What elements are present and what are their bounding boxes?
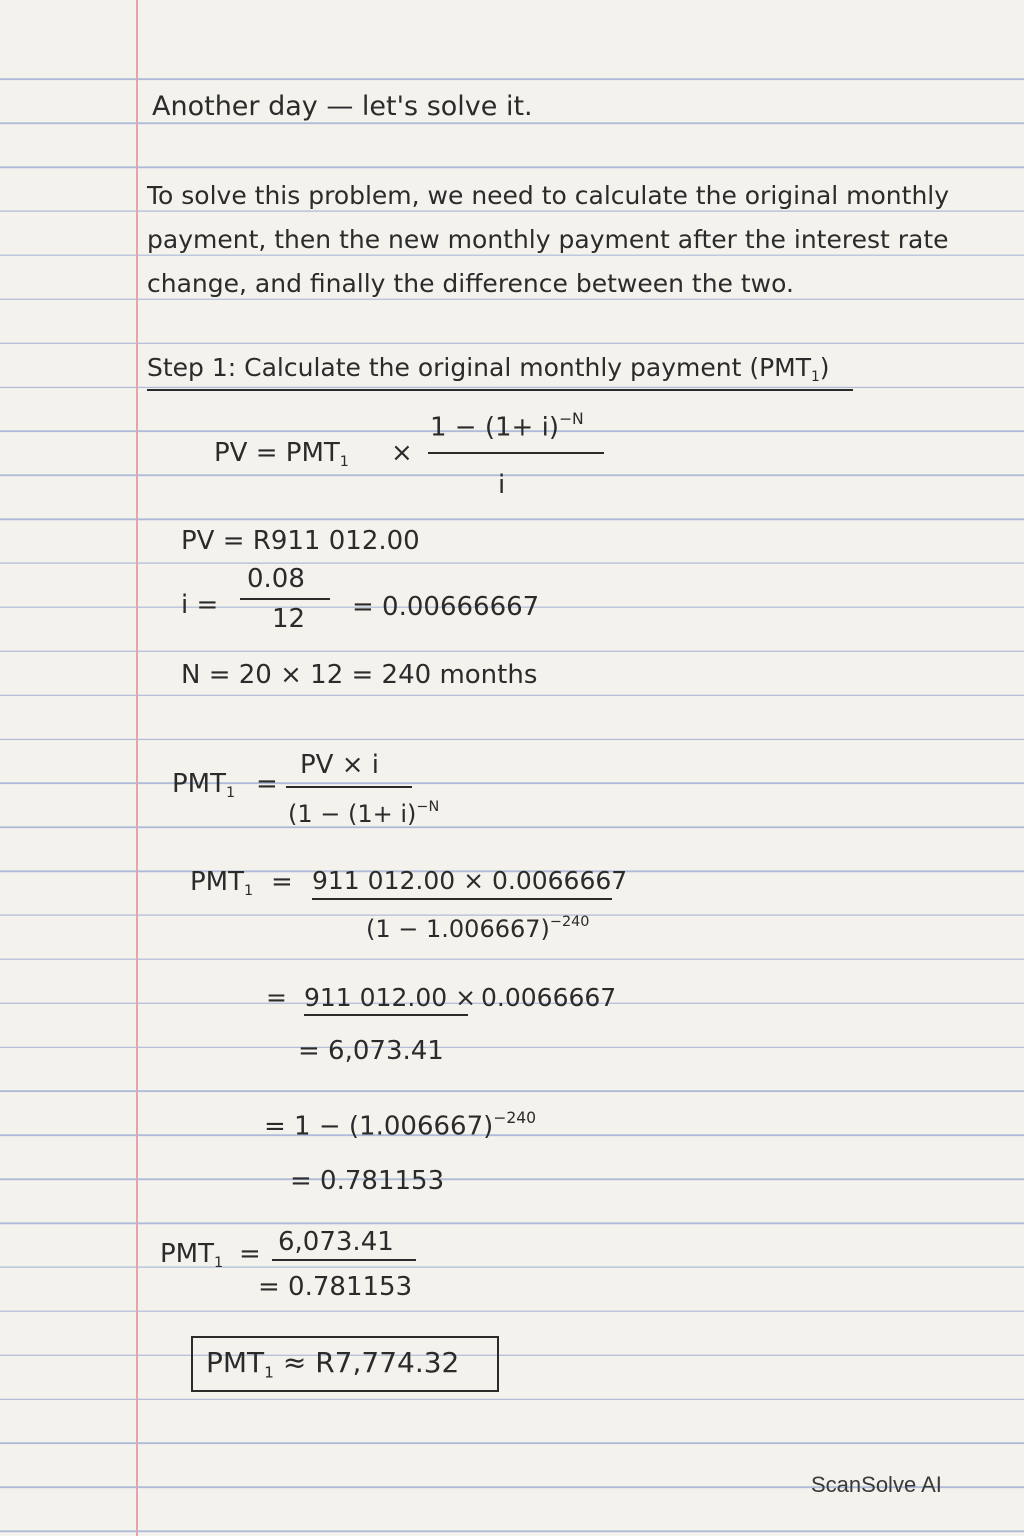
- final-frac-eq: =: [239, 1239, 261, 1269]
- calc-line4: = 0.781153: [290, 1166, 445, 1196]
- intro-text: Another day — let's solve it.: [152, 91, 533, 122]
- calc-line1-a: 911 012.00 ×: [304, 983, 477, 1012]
- calc-line1-b: 0.0066667: [481, 983, 617, 1012]
- final-frac-bar: [272, 1259, 416, 1261]
- calc-line1-underline: [304, 1014, 468, 1016]
- formula1-numerator: $1 - (1+ i)^{-N}$: [430, 410, 584, 443]
- final-frac-numerator: 6,073.41: [278, 1227, 394, 1257]
- paragraph-line-2: payment, then the new monthly payment after the interest rate: [147, 225, 949, 254]
- given-i-result: = 0.00666667: [352, 592, 540, 622]
- calc-line1-eq: =: [266, 983, 287, 1012]
- given-i-denominator: 12: [272, 604, 306, 634]
- formula1-denominator: i: [498, 470, 506, 500]
- final-frac-denominator: = 0.781153: [258, 1272, 413, 1302]
- paragraph-line-3: change, and finally the difference between the two.: [147, 269, 794, 298]
- pmt-sub-lhs: $PMT_1$: [190, 867, 254, 899]
- calc-line3: = $1 - (1.006667)^{-240}$: [264, 1109, 537, 1142]
- given-i-numerator: 0.08: [247, 564, 305, 594]
- watermark: ScanSolve AI: [811, 1472, 942, 1497]
- given-i-fraction-bar: [240, 598, 330, 600]
- pmt-formula-lhs: $PMT_1$: [172, 769, 236, 801]
- formula1-lhs: PV = $PMT_1$: [214, 438, 349, 470]
- paragraph-line-1: To solve this problem, we need to calculate the original monthly: [147, 181, 950, 210]
- pmt-formula-eq: =: [256, 769, 278, 799]
- margin-line: [136, 0, 138, 1536]
- step1-heading: Step 1: Calculate the original monthly payment $(PMT_1)$: [147, 353, 830, 385]
- pmt-formula-numerator: PV × i: [300, 750, 380, 780]
- final-frac-lhs: $PMT_1$: [160, 1239, 224, 1271]
- given-n: N = 20 × 12 = 240 months: [181, 660, 538, 690]
- pmt-sub-numerator: 911 012.00 × 0.0066667: [312, 866, 628, 895]
- given-i-lhs: i =: [181, 590, 219, 620]
- pmt-formula-fraction-bar: [286, 786, 412, 788]
- pmt-sub-fraction-bar: [312, 898, 612, 900]
- answer-text: $PMT_1 \approx R7,774.32$: [206, 1346, 460, 1382]
- step1-underline: [147, 389, 853, 391]
- pmt-sub-denominator: $(1 - 1.006667)^{-240}$: [366, 914, 590, 943]
- given-pv: PV = R911 012.00: [181, 526, 420, 556]
- calc-line2: = 6,073.41: [298, 1036, 444, 1066]
- pmt-formula-denominator: ($1 - (1+ i)^{-N}$: [288, 799, 440, 828]
- formula1-times: ×: [391, 438, 413, 468]
- formula1-fraction-bar: [428, 452, 604, 454]
- pmt-sub-eq: =: [271, 867, 293, 897]
